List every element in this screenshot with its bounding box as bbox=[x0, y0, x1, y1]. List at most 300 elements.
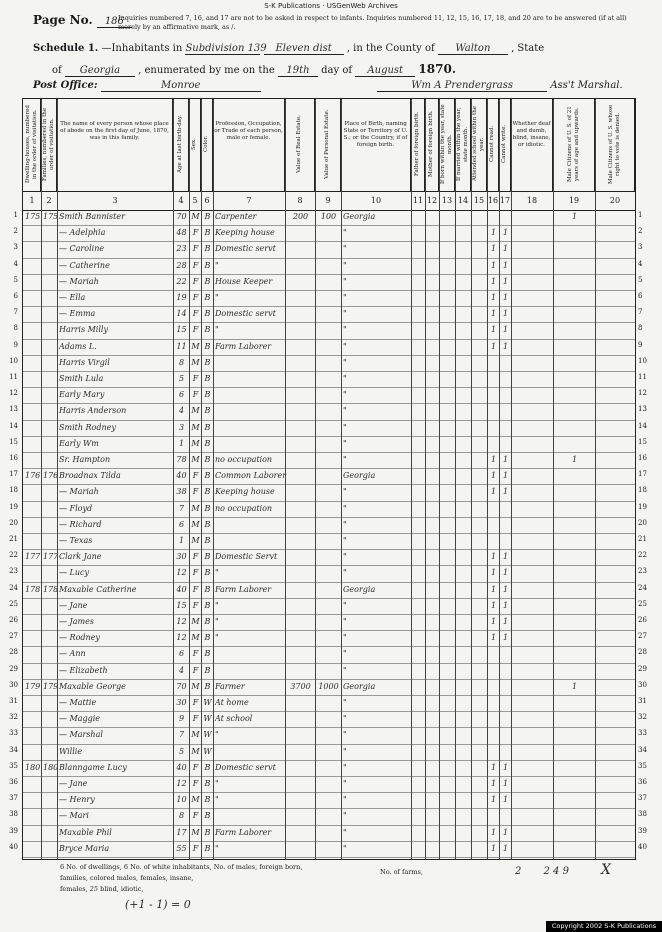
age: 78 bbox=[176, 455, 187, 464]
person-name: — Henry bbox=[59, 795, 95, 805]
occupation bbox=[215, 355, 284, 371]
cannot-read bbox=[489, 646, 498, 662]
birthplace: Georgia bbox=[343, 471, 376, 481]
dwelling-number bbox=[25, 501, 40, 517]
line-number-left: 27 bbox=[9, 632, 18, 641]
dwelling-number: 178 bbox=[25, 584, 41, 594]
line-number-right: 1 bbox=[638, 211, 643, 219]
white-value: 6 bbox=[123, 863, 128, 871]
real-estate-value bbox=[287, 241, 314, 257]
sex: M bbox=[191, 519, 200, 529]
family-number bbox=[43, 371, 56, 387]
family-number bbox=[43, 630, 56, 646]
family-number bbox=[43, 258, 56, 274]
line-number-right: 6 bbox=[638, 292, 643, 300]
table-row bbox=[23, 274, 635, 291]
occupation: House Keeper bbox=[215, 276, 273, 286]
cannot-read bbox=[489, 744, 498, 760]
male-citizen bbox=[555, 711, 594, 727]
birthplace: " bbox=[343, 244, 347, 254]
cannot-write: 1 bbox=[502, 244, 509, 254]
person-name: — Mariah bbox=[59, 487, 99, 497]
table-row bbox=[23, 403, 635, 420]
cannot-write: 1 bbox=[502, 325, 509, 335]
cannot-write bbox=[501, 209, 510, 225]
dwelling-number bbox=[25, 290, 40, 306]
color: B bbox=[204, 260, 211, 270]
male-citizen bbox=[555, 841, 594, 857]
table-row bbox=[23, 436, 635, 453]
dwelling-number bbox=[25, 355, 40, 371]
table-row bbox=[23, 841, 635, 858]
person-name: — Texas bbox=[59, 536, 93, 545]
family-number bbox=[43, 744, 56, 760]
cannot-write: 1 bbox=[502, 843, 509, 853]
dwelling-number bbox=[25, 598, 40, 614]
cannot-write bbox=[501, 420, 510, 436]
line-number-right: 21 bbox=[638, 535, 647, 543]
state-field: Georgia bbox=[65, 65, 135, 77]
line-number-right: 27 bbox=[638, 632, 647, 641]
age: 19 bbox=[176, 293, 187, 302]
personal-estate-value bbox=[317, 808, 340, 824]
cannot-read: 1 bbox=[490, 471, 497, 481]
dwellings-label: No. of dwellings, bbox=[66, 863, 122, 871]
families-label: families, bbox=[60, 874, 88, 882]
person-name: — Adelphia bbox=[59, 228, 106, 238]
line-number-right: 38 bbox=[638, 810, 647, 819]
real-estate-value bbox=[287, 517, 314, 533]
table-row bbox=[23, 355, 635, 372]
sex: F bbox=[192, 390, 199, 400]
real-estate-value bbox=[287, 355, 314, 371]
line-number-left: 4 bbox=[13, 259, 18, 268]
cannot-read bbox=[489, 436, 498, 452]
age: 6 bbox=[178, 649, 185, 659]
occupation bbox=[215, 371, 284, 387]
personal-estate-value bbox=[317, 274, 340, 290]
state-text: , State bbox=[511, 43, 545, 54]
cannot-read bbox=[489, 711, 498, 727]
color: B bbox=[204, 471, 211, 481]
cannot-write: 1 bbox=[502, 552, 509, 562]
cannot-write bbox=[501, 436, 510, 452]
cannot-write: 1 bbox=[502, 260, 509, 270]
line-number-right: 13 bbox=[638, 405, 647, 414]
dwelling-number bbox=[25, 565, 40, 581]
dwelling-number bbox=[25, 695, 40, 711]
family-number: 178 bbox=[43, 584, 59, 594]
dwelling-number bbox=[25, 403, 40, 419]
line-number-right: 26 bbox=[638, 616, 647, 624]
personal-estate-value bbox=[317, 841, 340, 857]
line-number-left: 16 bbox=[9, 454, 18, 462]
color: B bbox=[204, 309, 211, 319]
male-citizen bbox=[555, 274, 594, 290]
color: W bbox=[203, 746, 212, 756]
table-row bbox=[23, 549, 635, 566]
person-name: — Maggie bbox=[59, 714, 101, 724]
table-row bbox=[23, 711, 635, 728]
line-number-right: 17 bbox=[638, 470, 647, 479]
personal-estate-value bbox=[317, 355, 340, 371]
color: B bbox=[204, 633, 211, 643]
cannot-write bbox=[501, 403, 510, 419]
birthplace: " bbox=[343, 649, 347, 659]
table-row bbox=[23, 760, 635, 777]
family-number bbox=[43, 306, 56, 322]
cannot-read: 1 bbox=[490, 633, 497, 643]
occupation: Domestic Servt bbox=[215, 552, 278, 562]
family-number bbox=[43, 241, 56, 257]
male-citizen: 1 bbox=[571, 212, 578, 221]
family-number bbox=[43, 646, 56, 662]
table-row bbox=[23, 387, 635, 404]
birthplace: " bbox=[343, 536, 347, 545]
occupation bbox=[215, 533, 284, 549]
colored-females-label: females, bbox=[60, 885, 88, 893]
cannot-read: 1 bbox=[490, 293, 497, 302]
line-number-right: 39 bbox=[638, 826, 647, 835]
line-number-right: 23 bbox=[638, 567, 647, 576]
line-number-left: 14 bbox=[9, 421, 18, 430]
occupation bbox=[215, 517, 284, 533]
birthplace: " bbox=[343, 600, 347, 610]
month-field: August bbox=[355, 65, 415, 77]
male-citizen bbox=[555, 355, 594, 371]
personal-estate-value bbox=[317, 646, 340, 662]
male-citizen bbox=[555, 484, 594, 500]
age: 5 bbox=[178, 746, 185, 756]
line-number-left: 32 bbox=[9, 713, 18, 722]
dwelling-number bbox=[25, 808, 40, 824]
age: 55 bbox=[176, 843, 187, 853]
cannot-read: 1 bbox=[490, 584, 497, 594]
cannot-write: 1 bbox=[502, 633, 509, 643]
column-header-20: Male Citizens of U. S. whose right to vote is denied. bbox=[595, 99, 635, 191]
sex: M bbox=[191, 633, 200, 643]
line-number-right: 37 bbox=[638, 794, 647, 803]
column-header-8: Value of Real Estate. bbox=[285, 99, 315, 191]
county-field: Walton bbox=[438, 43, 508, 55]
table-row bbox=[23, 371, 635, 388]
sex: M bbox=[191, 406, 200, 416]
line-number-right: 36 bbox=[638, 778, 647, 786]
person-name: — Catherine bbox=[59, 260, 110, 270]
table-row bbox=[23, 241, 635, 258]
cannot-write: 1 bbox=[502, 276, 509, 286]
personal-estate-value bbox=[317, 468, 340, 484]
column-number-18: 18 bbox=[526, 196, 538, 205]
color: B bbox=[204, 228, 211, 238]
real-estate-value bbox=[287, 565, 314, 581]
real-estate-value bbox=[287, 387, 314, 403]
line-number-left: 2 bbox=[13, 227, 18, 236]
person-name: — Rodney bbox=[59, 633, 100, 643]
occupation: At home bbox=[215, 698, 249, 707]
column-divider bbox=[189, 99, 190, 859]
real-estate-value bbox=[287, 290, 314, 306]
occupation bbox=[215, 403, 284, 419]
line-number-left: 37 bbox=[9, 794, 18, 803]
color: B bbox=[204, 536, 211, 545]
column-number-14: 14 bbox=[457, 196, 469, 205]
sex: F bbox=[192, 811, 199, 821]
column-number-1: 1 bbox=[29, 196, 35, 205]
real-estate-value bbox=[287, 371, 314, 387]
age: 6 bbox=[178, 390, 185, 400]
column-number-11: 11 bbox=[412, 196, 424, 205]
person-name: — Jane bbox=[59, 779, 88, 788]
person-name: Broadnax Tilda bbox=[59, 471, 121, 481]
occupation: Farm Laborer bbox=[215, 827, 272, 837]
personal-estate-value bbox=[317, 582, 340, 598]
birthplace: " bbox=[343, 487, 347, 497]
table-row bbox=[23, 744, 635, 761]
age: 15 bbox=[176, 600, 187, 610]
cannot-read: 1 bbox=[490, 843, 497, 853]
line-number-left: 17 bbox=[9, 470, 18, 479]
line-number-left: 11 bbox=[9, 373, 18, 381]
male-citizen bbox=[555, 614, 594, 630]
line-number-left: 21 bbox=[9, 535, 18, 543]
sex: F bbox=[192, 843, 199, 853]
color: B bbox=[204, 665, 211, 675]
male-citizen bbox=[555, 387, 594, 403]
real-estate-value bbox=[287, 322, 314, 338]
occupation bbox=[215, 420, 284, 436]
occupation: no occupation bbox=[215, 455, 273, 464]
dwelling-number bbox=[25, 436, 40, 452]
family-number: 179 bbox=[43, 681, 59, 691]
post-office-line bbox=[33, 80, 633, 92]
line-number-left: 30 bbox=[9, 680, 18, 689]
color: B bbox=[204, 455, 211, 464]
birthplace: " bbox=[343, 665, 347, 675]
line-number-left: 3 bbox=[13, 243, 18, 252]
sex: F bbox=[192, 293, 199, 302]
foreign-females-label: females, bbox=[140, 874, 168, 882]
dwelling-number bbox=[25, 792, 40, 808]
male-citizen bbox=[555, 403, 594, 419]
sex: F bbox=[192, 228, 199, 238]
table-row bbox=[23, 306, 635, 323]
personal-estate-value bbox=[317, 371, 340, 387]
family-number bbox=[43, 565, 56, 581]
personal-estate-value bbox=[317, 825, 340, 841]
family-number bbox=[43, 776, 56, 792]
age: 11 bbox=[176, 341, 187, 351]
male-citizen bbox=[555, 339, 594, 355]
of-text: of bbox=[52, 65, 62, 76]
line-number-right: 12 bbox=[638, 389, 647, 398]
male-citizen bbox=[555, 598, 594, 614]
real-estate-value bbox=[287, 614, 314, 630]
line-number-right: 19 bbox=[638, 502, 647, 511]
occupation: " bbox=[215, 600, 219, 610]
page-number-value: 186 bbox=[97, 16, 132, 28]
dwelling-number bbox=[25, 711, 40, 727]
family-number: 175 bbox=[43, 212, 59, 221]
occupation: At school bbox=[215, 714, 253, 724]
birthplace: " bbox=[343, 633, 347, 643]
male-citizen bbox=[555, 727, 594, 743]
birthplace: " bbox=[343, 795, 347, 805]
occupation: " bbox=[215, 325, 219, 335]
person-name: Maxable George bbox=[59, 681, 126, 691]
sex: F bbox=[192, 779, 199, 788]
sex: M bbox=[191, 455, 200, 464]
cannot-read: 1 bbox=[490, 309, 497, 319]
sex: M bbox=[191, 536, 200, 545]
sex: F bbox=[192, 552, 199, 562]
sex: F bbox=[192, 698, 199, 707]
table-row bbox=[23, 258, 635, 275]
family-number bbox=[43, 387, 56, 403]
cannot-read bbox=[489, 517, 498, 533]
column-header-9: Value of Personal Estate. bbox=[315, 99, 341, 191]
age: 23 bbox=[176, 244, 187, 254]
archive-banner: S-K Publications · USGenWeb Archives bbox=[264, 2, 398, 10]
personal-estate-value bbox=[317, 760, 340, 776]
line-number-left: 40 bbox=[9, 842, 18, 851]
county-text: , in the County of bbox=[346, 43, 435, 54]
line-number-right: 9 bbox=[638, 340, 643, 349]
cannot-read: 1 bbox=[490, 552, 497, 562]
male-citizen bbox=[555, 663, 594, 679]
cannot-write bbox=[501, 371, 510, 387]
enumerated-text: , enumerated by me on the bbox=[138, 65, 275, 76]
column-header-13: If born within the year, state month. bbox=[439, 99, 455, 191]
male-citizen bbox=[555, 468, 594, 484]
column-header-3: The name of every person whose place of abode on the first day of June, 1870, was in this family. bbox=[57, 99, 173, 191]
male-citizen: 1 bbox=[571, 681, 578, 691]
color: B bbox=[204, 276, 211, 286]
occupation: " bbox=[215, 260, 219, 270]
line-number-left: 33 bbox=[9, 729, 18, 738]
birthplace: " bbox=[343, 260, 347, 270]
color: B bbox=[204, 552, 211, 562]
occupation bbox=[215, 646, 284, 662]
column-number-12: 12 bbox=[426, 196, 438, 205]
male-citizen bbox=[555, 436, 594, 452]
table-row bbox=[23, 290, 635, 307]
person-name: — Ella bbox=[59, 293, 86, 302]
column-number-3: 3 bbox=[112, 196, 118, 205]
personal-estate-value bbox=[317, 630, 340, 646]
personal-estate-value bbox=[317, 695, 340, 711]
personal-estate-value bbox=[317, 776, 340, 792]
line-number-left: 26 bbox=[9, 616, 18, 624]
color: B bbox=[204, 325, 211, 335]
occupation bbox=[215, 436, 284, 452]
line-number-right: 8 bbox=[638, 324, 643, 333]
age: 9 bbox=[178, 714, 185, 724]
cannot-write bbox=[501, 646, 510, 662]
column-header-2: Families, numbered in the order of visitation. bbox=[41, 99, 57, 191]
personal-estate-value bbox=[317, 403, 340, 419]
male-citizen bbox=[555, 808, 594, 824]
birthplace: " bbox=[343, 276, 347, 286]
personal-estate-value bbox=[317, 663, 340, 679]
table-row bbox=[23, 452, 635, 469]
real-estate-value bbox=[287, 258, 314, 274]
age: 28 bbox=[176, 260, 187, 270]
age: 40 bbox=[176, 584, 187, 594]
cannot-write bbox=[501, 517, 510, 533]
person-name: — Emma bbox=[59, 309, 96, 319]
sex: M bbox=[191, 617, 200, 626]
age: 40 bbox=[176, 471, 187, 481]
column-number-15: 15 bbox=[473, 196, 485, 205]
cannot-write bbox=[501, 695, 510, 711]
sex: F bbox=[192, 649, 199, 659]
table-row bbox=[23, 630, 635, 647]
cannot-read: 1 bbox=[490, 762, 497, 772]
person-name: — Elizabeth bbox=[59, 665, 108, 675]
census-year: 1870. bbox=[418, 62, 456, 76]
family-number bbox=[43, 695, 56, 711]
cannot-write: 1 bbox=[502, 309, 509, 319]
birthplace: " bbox=[343, 293, 347, 302]
family-number bbox=[43, 663, 56, 679]
dwelling-number bbox=[25, 646, 40, 662]
line-number-right: 40 bbox=[638, 842, 647, 851]
cannot-read: 1 bbox=[490, 455, 497, 464]
birthplace: " bbox=[343, 422, 347, 432]
person-name: Early Wm bbox=[59, 438, 99, 448]
dwelling-number bbox=[25, 371, 40, 387]
cannot-read bbox=[489, 371, 498, 387]
age: 7 bbox=[178, 730, 185, 740]
column-divider bbox=[511, 99, 512, 859]
person-name: — Marshal bbox=[59, 730, 103, 740]
real-estate-value bbox=[287, 420, 314, 436]
color: B bbox=[204, 406, 211, 416]
family-number bbox=[43, 355, 56, 371]
line-number-left: 8 bbox=[13, 324, 18, 333]
column-divider bbox=[455, 99, 456, 859]
age: 12 bbox=[176, 617, 187, 626]
column-number-17: 17 bbox=[499, 196, 511, 205]
color: B bbox=[204, 244, 211, 254]
male-citizen bbox=[555, 533, 594, 549]
line-number-right: 30 bbox=[638, 680, 647, 689]
real-estate-value bbox=[287, 663, 314, 679]
post-office-field: Monroe bbox=[101, 80, 261, 92]
column-divider bbox=[173, 99, 174, 859]
line-number-left: 1 bbox=[13, 211, 18, 219]
dwelling-number bbox=[25, 420, 40, 436]
column-header-18: Whether deaf and dumb, blind, insane, or idiotic. bbox=[511, 99, 553, 191]
dwelling-number bbox=[25, 258, 40, 274]
sex: M bbox=[191, 730, 200, 740]
line-number-left: 13 bbox=[9, 405, 18, 414]
cannot-read bbox=[489, 209, 498, 225]
line-number-right: 25 bbox=[638, 599, 647, 608]
cannot-read: 1 bbox=[490, 260, 497, 270]
check-mark: X bbox=[601, 862, 611, 878]
male-citizen bbox=[555, 501, 594, 517]
table-row bbox=[23, 209, 635, 226]
male-citizen bbox=[555, 565, 594, 581]
occupation bbox=[215, 744, 284, 760]
cannot-read: 1 bbox=[490, 341, 497, 351]
person-name: Smith Rodney bbox=[59, 422, 116, 432]
line-number-right: 14 bbox=[638, 421, 647, 430]
male-citizen bbox=[555, 258, 594, 274]
real-estate-value bbox=[287, 436, 314, 452]
